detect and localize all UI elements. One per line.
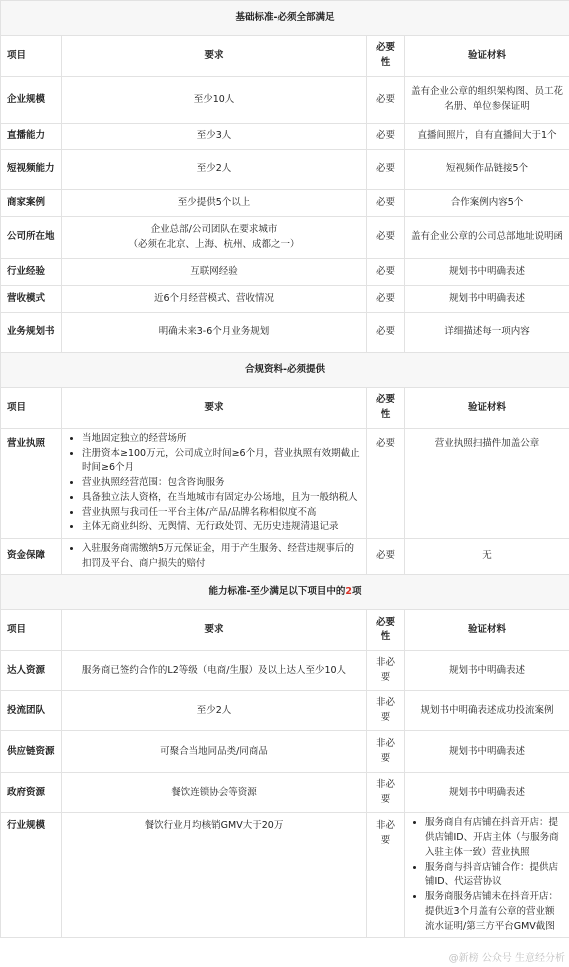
row-req: 至少提供5个以上 xyxy=(62,190,367,217)
table-row xyxy=(1,313,569,353)
row-proof: 无 xyxy=(405,539,569,575)
section-title-pre: 能力标准-至少满足以下项目中的 xyxy=(208,586,346,598)
section-title-number: 2 xyxy=(345,586,353,598)
list-item: • 入驻服务商需缴纳5万元保证金，用于产生服务、经营违规事后的扣罚及平台、商户损失的赔付 xyxy=(82,542,360,571)
row-item: 行业规模 xyxy=(1,813,62,938)
row-item: 直播能力 xyxy=(1,124,62,150)
requirement-list xyxy=(68,542,360,571)
table-row xyxy=(1,190,569,217)
row-proof: 规划书中明确表述 xyxy=(405,651,569,691)
row-proof: 短视频作品链接5个 xyxy=(405,150,569,190)
row-item: 行业经验 xyxy=(1,259,62,286)
row-must: 非必要 xyxy=(367,691,405,731)
header-item: 项目 xyxy=(1,388,62,429)
row-item: 政府资源 xyxy=(1,773,62,813)
row-req: 至少2人 xyxy=(62,150,367,190)
header-req: 要求 xyxy=(62,610,367,651)
proof-list xyxy=(411,816,563,934)
table-row xyxy=(1,731,569,773)
header-must: 必要性 xyxy=(367,388,405,429)
row-req-line: （必须在北京、上海、杭州、成都之一） xyxy=(128,238,300,250)
row-must: 必要 xyxy=(367,259,405,286)
section-title: 基础标准-必须全部满足 xyxy=(1,1,569,36)
header-proof: 验证材料 xyxy=(405,610,569,651)
row-proof: 规划书中明确表述 xyxy=(405,731,569,773)
row-req xyxy=(62,429,367,539)
row-item: 公司所在地 xyxy=(1,217,62,259)
row-item: 资金保障 xyxy=(1,539,62,575)
header-row xyxy=(1,36,569,77)
row-proof: 规划书中明确表述 xyxy=(405,259,569,286)
row-must: 非必要 xyxy=(367,731,405,773)
list-item: • 具备独立法人资格，在当地城市有固定办公场地，且为一般纳税人 xyxy=(82,491,360,506)
row-proof: 规划书中明确表述成功投流案例 xyxy=(405,691,569,731)
row-must: 必要 xyxy=(367,124,405,150)
table-row xyxy=(1,286,569,313)
row-req: 近6个月经营模式、营收情况 xyxy=(62,286,367,313)
list-item: • 注册资本≥100万元，公司成立时间≥6个月，营业执照有效期截止时间≥6个月 xyxy=(82,447,360,476)
row-proof: 盖有企业公章的组织架构图、员工花名册、单位参保证明 xyxy=(405,77,569,124)
row-must: 非必要 xyxy=(367,813,405,938)
table-row xyxy=(1,691,569,731)
row-proof: 规划书中明确表述 xyxy=(405,286,569,313)
row-req-line: 企业总部/公司团队在要求城市 xyxy=(150,223,278,235)
row-req: 餐饮行业月均核销GMV大于20万 xyxy=(62,813,367,938)
list-item: • 营业执照与我司任一平台主体/产品/品牌名称相似度不高 xyxy=(82,506,360,521)
row-proof: 营业执照扫描件加盖公章 xyxy=(405,429,569,539)
header-must: 必要性 xyxy=(367,36,405,77)
list-item: • 服务商服务店铺未在抖音开店：提供近3个月盖有公章的营业额流水证明/第三方平台GMV截图 xyxy=(425,890,563,934)
header-item: 项目 xyxy=(1,36,62,77)
row-must: 必要 xyxy=(367,429,405,539)
row-req: 互联网经验 xyxy=(62,259,367,286)
row-proof: 直播间照片，自有直播间大于1个 xyxy=(405,124,569,150)
table-row xyxy=(1,429,569,539)
row-must: 必要 xyxy=(367,77,405,124)
row-item: 短视频能力 xyxy=(1,150,62,190)
row-item: 业务规划书 xyxy=(1,313,62,353)
row-req: 可聚合当地同品类/同商品 xyxy=(62,731,367,773)
list-item: • 当地固定独立的经营场所 xyxy=(82,432,360,447)
row-must: 非必要 xyxy=(367,773,405,813)
table-row xyxy=(1,651,569,691)
section-title-row xyxy=(1,1,569,36)
row-item: 达人资源 xyxy=(1,651,62,691)
requirement-list xyxy=(68,432,360,535)
row-proof: 盖有企业公章的公司总部地址说明函 xyxy=(405,217,569,259)
row-must: 必要 xyxy=(367,217,405,259)
list-item: • 服务商与抖音店铺合作：提供店铺ID、代运营协议 xyxy=(425,861,563,890)
row-req: 餐饮连锁协会等资源 xyxy=(62,773,367,813)
row-must: 非必要 xyxy=(367,651,405,691)
section-title: 合规资料-必须提供 xyxy=(1,353,569,388)
row-proof xyxy=(405,813,569,938)
row-item: 供应链资源 xyxy=(1,731,62,773)
list-item: • 主体无商业纠纷、无舆情、无行政处罚、无历史违规清退记录 xyxy=(82,520,360,535)
table-row xyxy=(1,217,569,259)
row-req: 至少2人 xyxy=(62,691,367,731)
row-req: 明确未来3-6个月业务规划 xyxy=(62,313,367,353)
row-req: 至少3人 xyxy=(62,124,367,150)
table-row xyxy=(1,259,569,286)
row-item: 营业执照 xyxy=(1,429,62,539)
row-item: 企业规模 xyxy=(1,77,62,124)
row-must: 必要 xyxy=(367,313,405,353)
header-proof: 验证材料 xyxy=(405,36,569,77)
row-item: 投流团队 xyxy=(1,691,62,731)
row-req xyxy=(62,539,367,575)
header-item: 项目 xyxy=(1,610,62,651)
list-item: • 服务商自有店铺在抖音开店：提供店铺ID、开店主体（与服务商入驻主体一致）营业执照 xyxy=(425,816,563,860)
header-row xyxy=(1,610,569,651)
table-row xyxy=(1,813,569,938)
section-title-post: 项 xyxy=(352,586,362,598)
table-row xyxy=(1,150,569,190)
header-req: 要求 xyxy=(62,36,367,77)
row-must: 必要 xyxy=(367,150,405,190)
row-proof: 规划书中明确表述 xyxy=(405,773,569,813)
row-req xyxy=(62,217,367,259)
table-row xyxy=(1,124,569,150)
row-proof: 详细描述每一项内容 xyxy=(405,313,569,353)
row-must: 必要 xyxy=(367,539,405,575)
section-title-row xyxy=(1,575,569,610)
table-row xyxy=(1,773,569,813)
row-proof: 合作案例内容5个 xyxy=(405,190,569,217)
section-title xyxy=(1,575,569,610)
row-req: 至少10人 xyxy=(62,77,367,124)
header-row xyxy=(1,388,569,429)
row-must: 必要 xyxy=(367,190,405,217)
row-item: 商家案例 xyxy=(1,190,62,217)
header-must: 必要性 xyxy=(367,610,405,651)
header-req: 要求 xyxy=(62,388,367,429)
watermark: @新榜 公众号 生意经分析 xyxy=(448,953,565,964)
row-req: 服务商已签约合作的L2等级（电商/生服）及以上达人至少10人 xyxy=(62,651,367,691)
row-item: 营收模式 xyxy=(1,286,62,313)
header-proof: 验证材料 xyxy=(405,388,569,429)
section-title-row xyxy=(1,353,569,388)
row-must: 必要 xyxy=(367,286,405,313)
table-row xyxy=(1,77,569,124)
list-item: • 营业执照经营范围：包含咨询服务 xyxy=(82,476,360,491)
table-row xyxy=(1,539,569,575)
